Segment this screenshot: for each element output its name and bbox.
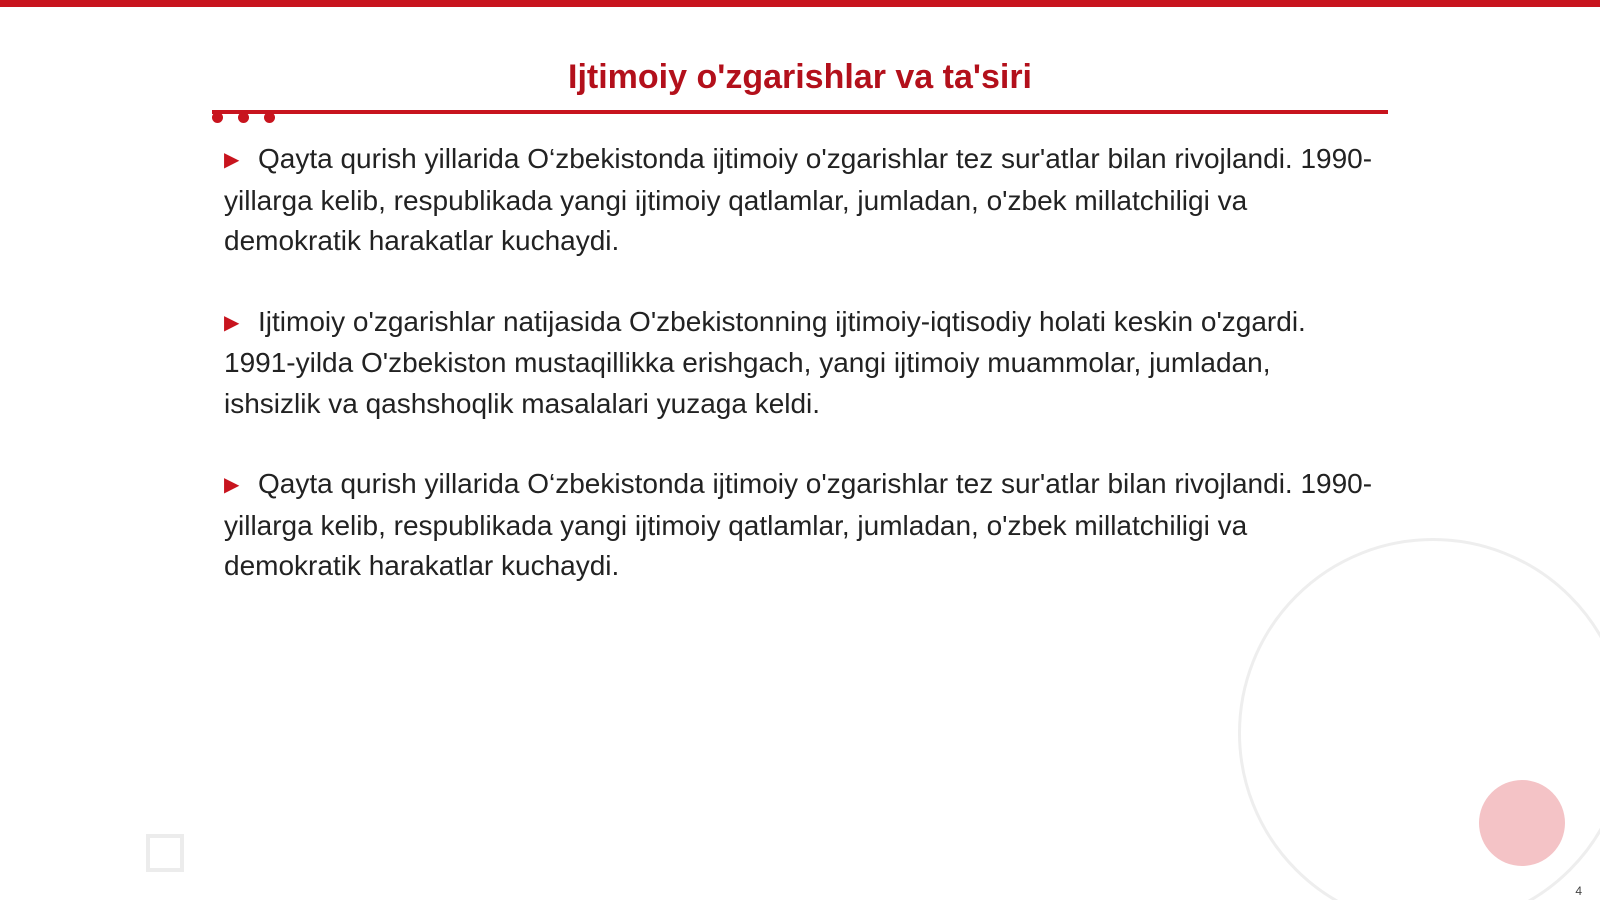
bullet-item [224, 302, 1374, 425]
bullet-text: Ijtimoiy o'zgarishlar natijasida O'zbekistonning ijtimoiy-iqtisodiy holati keskin o'zgardi. 1991-yilda O'zbekiston mustaqillikka erishgach, yangi ijtimoiy muammolar, jumladan, ishsizlik va qashshoqlik masalalari yuzaga keldi. [224, 305, 1306, 419]
dot-icon [212, 112, 223, 123]
triangle-bullet-icon: ▶ [224, 149, 240, 171]
decorative-pink-circle [1479, 780, 1565, 866]
title-underline [212, 110, 1388, 114]
slide-title: Ijtimoiy o'zgarishlar va ta'siri [568, 58, 1032, 96]
triangle-bullet-icon: ▶ [224, 474, 240, 496]
dot-icon [264, 112, 275, 123]
bullet-text: Qayta qurish yillarida O‘zbekistonda ijtimoiy o'zgarishlar tez sur'atlar bilan rivojlandi. 1990-yillarga kelib, respublikada yangi ijtimoiy qatlamlar, jumladan, o'zbek millatchiligi va demokratik harakatlar kuchaydi. [224, 143, 1373, 256]
bullet-text: Qayta qurish yillarida O‘zbekistonda ijtimoiy o'zgarishlar tez sur'atlar bilan rivojlandi. 1990-yillarga kelib, respublikada yangi ijtimoiy qatlamlar, jumladan, o'zbek millatchiligi va demokratik harakatlar kuchaydi. [224, 468, 1373, 581]
title-dots-decoration [212, 112, 282, 126]
top-accent-bar [0, 0, 1600, 7]
dot-icon [238, 112, 249, 123]
bullet-item [224, 139, 1374, 262]
bullet-item [224, 464, 1374, 587]
triangle-bullet-icon: ▶ [224, 311, 240, 334]
decorative-square [146, 834, 184, 872]
page-number: 4 [1575, 884, 1582, 898]
bullet-list [224, 139, 1374, 627]
